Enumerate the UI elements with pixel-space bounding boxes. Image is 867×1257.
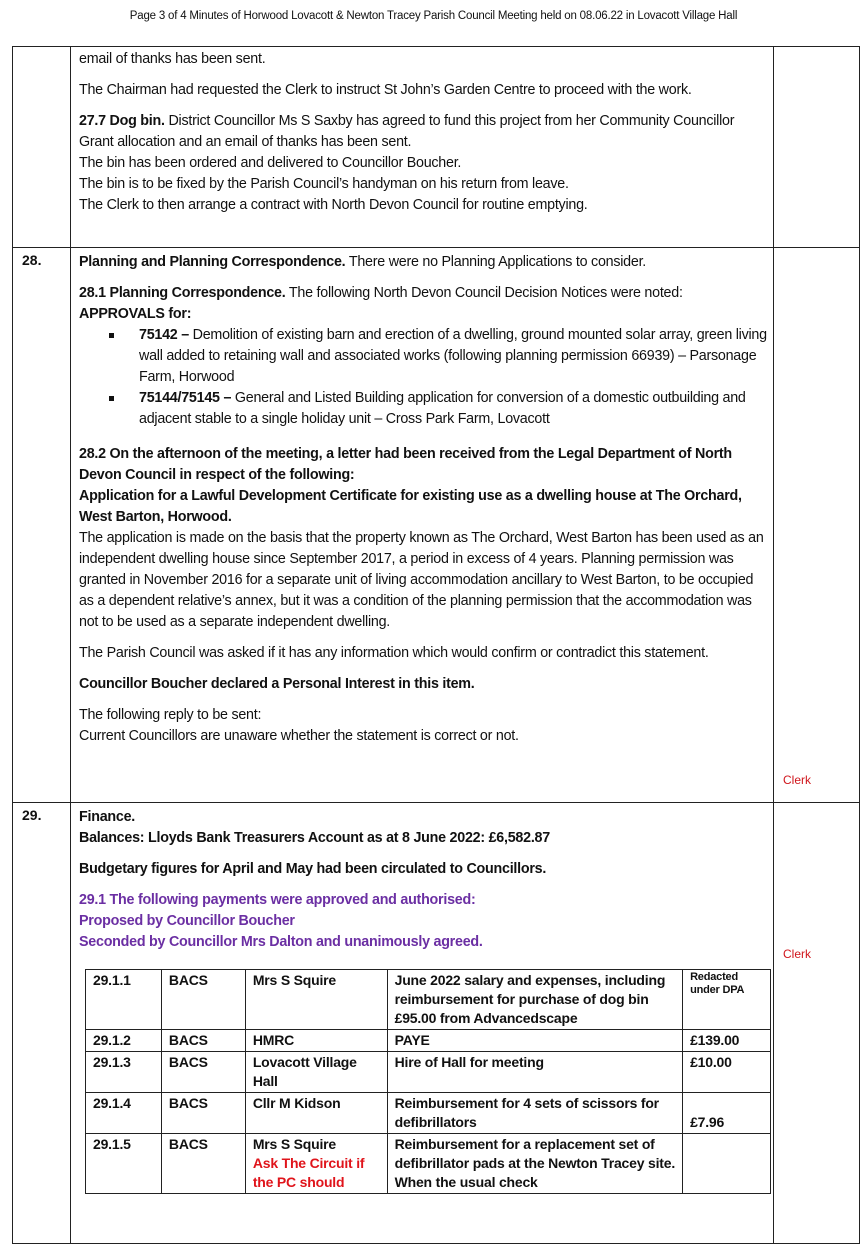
planning-heading: Planning and Planning Correspondence. — [79, 254, 346, 270]
payment-description: Reimbursement for a replacement set of defibrillator pads at the Newton Tracey site. When the usual check — [387, 1134, 682, 1194]
payment-method: BACS — [161, 1134, 245, 1194]
payment-payee-cell — [245, 1134, 387, 1194]
approval-item — [123, 388, 769, 430]
planning-correspondence-text: The following North Devon Council Decision Notices were noted: — [285, 285, 683, 301]
seconded-line: Seconded by Councillor Mrs Dalton and unanimously agreed. — [79, 934, 483, 950]
payment-amount — [683, 1134, 771, 1194]
minutes-table — [12, 46, 860, 1244]
payment-payee: HMRC — [245, 1030, 387, 1052]
payment-ref: 29.1.2 — [86, 1030, 162, 1052]
approval-item — [123, 325, 769, 388]
payment-ref: 29.1.1 — [86, 970, 162, 1030]
payment-payee: Cllr M Kidson — [245, 1093, 387, 1134]
dog-bin-paragraph — [79, 111, 769, 153]
approvals-heading: APPROVALS for: — [79, 306, 192, 322]
application-title: Application for a Lawful Development Certificate for existing use as a dwelling house at The Orchard, West Barton, Horwood. — [79, 488, 742, 525]
payment-description: PAYE — [387, 1030, 682, 1052]
payment-amount: Redacted under DPA — [683, 970, 771, 1030]
application-text: General and Listed Building application for conversion of a domestic outbuilding and adjacent stable to a single holiday unit – Cross Park Farm, Lovacott — [139, 390, 746, 427]
page-header: Page 3 of 4 Minutes of Horwood Lovacott & Newton Tracey Parish Council Meeting held on 08.06.22 in Lovacott Village Hall — [129, 10, 738, 22]
dog-bin-heading: 27.7 Dog bin. — [79, 113, 165, 129]
payment-payee: Lovacott Village Hall — [245, 1052, 387, 1093]
council-asked-text: The Parish Council was asked if it has any information which would confirm or contradict this statement. — [79, 645, 709, 661]
dog-bin-line: The bin has been ordered and delivered to Councillor Boucher. — [79, 155, 462, 171]
table-row — [86, 1052, 771, 1093]
proposed-line: Proposed by Councillor Boucher — [79, 913, 295, 929]
application-ref: 75142 – — [139, 327, 189, 343]
planning-correspondence-line — [79, 283, 769, 304]
planning-heading-text: There were no Planning Applications to consider. — [345, 254, 647, 270]
section-27-paragraph: The Chairman had requested the Clerk to instruct St John’s Garden Centre to proceed with the work. — [79, 82, 692, 98]
payment-description: Hire of Hall for meeting — [387, 1052, 682, 1093]
payment-ref: 29.1.5 — [86, 1134, 162, 1194]
budget-line: Budgetary figures for April and May had been circulated to Councillors. — [79, 861, 547, 877]
table-row — [86, 1030, 771, 1052]
section-28-content — [79, 252, 769, 747]
payment-query-note: Ask The Circuit if the PC should — [252, 1155, 365, 1190]
action-owner-28: Clerk — [783, 773, 812, 787]
planning-correspondence-heading: 28.1 Planning Correspondence. — [79, 285, 286, 301]
payment-amount: £10.00 — [683, 1052, 771, 1093]
application-ref: 75144/75145 – — [139, 390, 232, 406]
column-divider-number — [70, 47, 71, 1243]
item-number-29: 29. — [22, 807, 42, 823]
payments-approved-line: 29.1 The following payments were approved and authorised: — [79, 892, 476, 908]
table-row — [86, 970, 771, 1030]
payment-method: BACS — [161, 1052, 245, 1093]
interest-declaration: Councillor Boucher declared a Personal Interest in this item. — [79, 676, 475, 692]
section-29-content — [79, 807, 769, 1227]
balances-line: Balances: Lloyds Bank Treasurers Account as at 8 June 2022: £6,582.87 — [79, 830, 550, 846]
application-text: Demolition of existing barn and erection of a dwelling, ground mounted solar array, green living wall added to retaining wall and associated works (following planning permission 66939) – Parsonage Farm, Horwood — [139, 327, 767, 385]
section-27-content — [79, 49, 769, 216]
payment-amount: £139.00 — [683, 1030, 771, 1052]
section-27-paragraph: email of thanks has been sent. — [79, 51, 266, 67]
payment-method: BACS — [161, 1030, 245, 1052]
dog-bin-line: The bin is to be fixed by the Parish Council’s handyman on his return from leave. — [79, 176, 569, 192]
payments-table — [85, 969, 771, 1194]
payment-ref: 29.1.3 — [86, 1052, 162, 1093]
approvals-list — [79, 325, 769, 430]
payment-payee: Mrs S Squire — [252, 1136, 337, 1152]
reply-line: Current Councillors are unaware whether the statement is correct or not. — [79, 728, 519, 744]
payment-method: BACS — [161, 1093, 245, 1134]
table-row — [86, 1093, 771, 1134]
item-number-28: 28. — [22, 252, 42, 268]
row-divider-29 — [13, 802, 859, 803]
dog-bin-line: The Clerk to then arrange a contract with North Devon Council for routine emptying. — [79, 197, 588, 213]
planning-heading-line — [79, 252, 769, 273]
finance-heading: Finance. — [79, 809, 135, 825]
dog-bin-text: District Councillor Ms S Saxby has agreed to fund this project from her Community Councillor Grant allocation and an email of thanks has been sent. — [79, 113, 735, 150]
table-row — [86, 1134, 771, 1194]
payment-method: BACS — [161, 970, 245, 1030]
payment-amount: £7.96 — [683, 1093, 771, 1134]
legal-letter-heading: 28.2 On the afternoon of the meeting, a letter had been received from the Legal Department of North Devon Council in respect of the following: — [79, 446, 732, 483]
row-divider-28 — [13, 247, 859, 248]
payment-payee: Mrs S Squire — [245, 970, 387, 1030]
column-divider-action — [773, 47, 774, 1243]
payment-description: June 2022 salary and expenses, including reimbursement for purchase of dog bin £95.00 from Advancedscape — [387, 970, 682, 1030]
action-owner-29: Clerk — [783, 947, 812, 961]
application-description: The application is made on the basis that the property known as The Orchard, West Barton has been used as an independent dwelling house since September 2017, a period in excess of 4 years. Planning permission was granted in November 2016 for a separate unit of living accommodation ancillary to West Barton, to be occupied as a dependent relative’s annex, but it was a condition of the planning permission that the accommodation was not to be used as a separate independent dwelling. — [79, 530, 764, 630]
payment-description: Reimbursement for 4 sets of scissors for defibrillators — [387, 1093, 682, 1134]
payment-ref: 29.1.4 — [86, 1093, 162, 1134]
reply-line: The following reply to be sent: — [79, 707, 262, 723]
